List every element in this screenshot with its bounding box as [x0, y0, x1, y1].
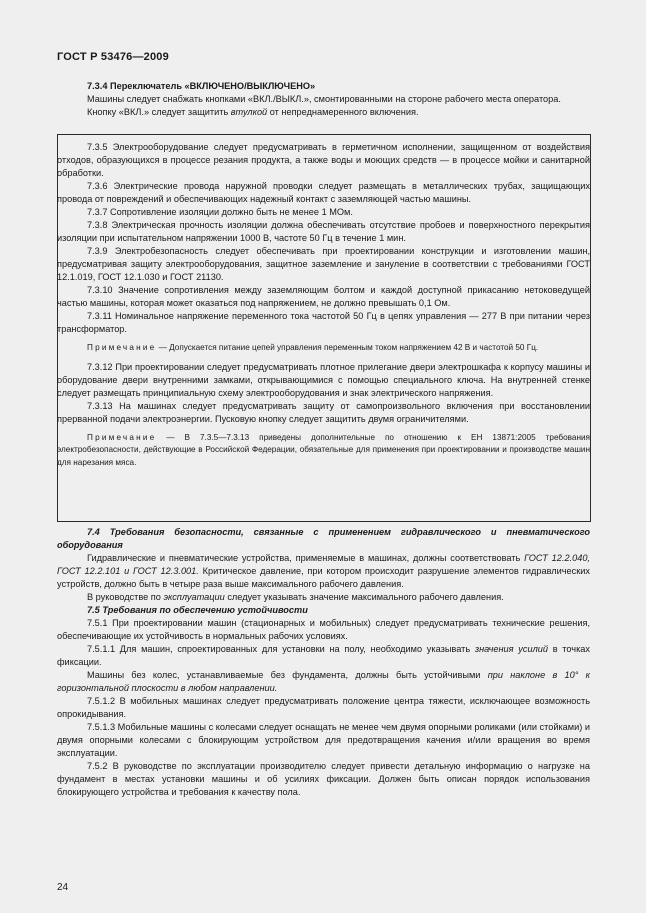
section-heading: 7.5 Требования по обеспечению устойчивости [87, 605, 308, 615]
paragraph: 7.3.9 Электробезопасность следует обеспечивать при проектировании конструкции и изготовлении машин, предусматривая защиту электрооборудования, защитное заземление и зануление в соответствии с требованиями ГОСТ 12.1.019, ГОСТ 12.1.030 и ГОСТ 21130. [57, 246, 590, 282]
paragraph: 7.5.2 В руководстве по эксплуатации производителю следует привести детальную информацию о нагрузке на фундамент в местах установки машины и об усилиях фиксации. Должен быть описан порядок использования блокирующего устройства и требования к качеству пола. [57, 761, 590, 797]
section-7-3-4 [57, 80, 590, 119]
paragraph: Гидравлические и пневматические устройства, применяемые в машинах, должны соответствовать ГОСТ 12.2.040, ГОСТ 12.2.101 и ГОСТ 12.3.001. Критическое давление, при котором происходит разрушение элементов гидравлических устройств, должно быть в четыре раза выше максимального рабочего давления. [57, 553, 591, 589]
paragraph: 7.5.1.2 В мобильных машинах следует предусматривать положение центра тяжести, исключающее возможность опрокидывания. [57, 696, 590, 719]
section-heading: 7.4 Требования безопасности, связанные с применением гидравлического и пневматического оборудования [57, 527, 590, 550]
paragraph: Машины следует снабжать кнопками «ВКЛ./ВЫКЛ.», смонтированными на стороне рабочего места оператора. [87, 94, 561, 104]
section-heading: 7.3.4 Переключатель «ВКЛЮЧЕНО/ВЫКЛЮЧЕНО» [87, 81, 316, 91]
paragraph: Кнопку «ВКЛ.» следует защитить втулкой от непреднамеренного включения. [87, 107, 419, 117]
paragraph: В руководстве по эксплуатации следует указывать значение максимального рабочего давления. [87, 592, 504, 602]
paragraph: 7.3.12 При проектировании следует предусматривать плотное прилегание двери электрошкафа к корпусу машины и оборудование двери внутренними замками, открывающимися с помощью специального ключа. На внутренней стенке следует размещать принципиальную схему электрооборудования и знак электрического напряжения. [57, 361, 590, 398]
paragraph: 7.3.13 На машинах следует предусматривать защиту от самопроизвольного включения при восстановлении прерванной подачи электроэнергии. Пусковую кнопку следует защитить двумя ограничителями. [57, 400, 590, 424]
paragraph: 7.5.1.1 Для машин, спроектированных для установки на полу, необходимо указывать значения усилий в точках фиксации. [57, 644, 590, 667]
note: Примечание — В 7.3.5—7.3.13 приведены дополнительные по отношению к ЕН 13871:2005 требования электробезопасности, действующие в Российской Федерации, обязательные для применения при проектировании и производстве машин для нарезания мяса. [57, 432, 590, 467]
paragraph: 7.3.7 Сопротивление изоляции должно быть не менее 1 МОм. [87, 207, 353, 217]
box-content [57, 141, 590, 469]
paragraph: Машины без колес, устанавливаемые без фундамента, должны быть устойчивыми при наклоне в 10° к горизонтальной плоскости в любом направлении. [57, 670, 590, 693]
paragraph: 7.5.1 При проектировании машин (стационарных и мобильных) следует предусматривать технические решения, обеспечивающие их устойчивость в нормальных рабочих условиях. [57, 618, 590, 641]
page-header: ГОСТ Р 53476—2009 [57, 51, 169, 63]
paragraph: 7.3.8 Электрическая прочность изоляции должна обеспечивать отсутствие пробоев и поверхностного перекрытия изоляции при испытательном напряжении 1000 В, частоте 50 Гц в течение 1 мин. [57, 220, 590, 243]
paragraph: 7.3.5 Электрооборудование следует предусматривать в герметичном исполнении, защищенном от воздействия отходов, образующихся в процессе резания продукта, а также воды и моющих средств — в процессе мойки и санитарной обработки. [57, 142, 590, 178]
section-7-4 [57, 526, 590, 799]
paragraph: 7.3.6 Электрические провода наружной проводки следует размещать в металлических трубах, защищающих провода от повреждений и обеспечивающих надежный контакт с заземляющей частью машины. [57, 181, 590, 204]
page-number: 24 [57, 882, 69, 893]
paragraph: 7.5.1.3 Мобильные машины с колесами следует оснащать не менее чем двумя опорными роликами (или стойками) и двумя опорными колесами с блокирующим устройством для предотвращения качения и/или вращения во время эксплуатации. [57, 722, 590, 758]
paragraph: 7.3.11 Номинальное напряжение переменного тока частотой 50 Гц в цепях управления — 277 В при питании через трансформатор. [57, 311, 590, 334]
paragraph: 7.3.10 Значение сопротивления между заземляющим болтом и каждой доступной прикасанию нетоковедущей частью машины, которая может оказаться под напряжением, не должно превышать 0,1 Ом. [57, 285, 590, 308]
note: Примечание — Допускается питание цепей управления переменным током напряжением 42 В и частотой 50 Гц. [87, 343, 539, 352]
